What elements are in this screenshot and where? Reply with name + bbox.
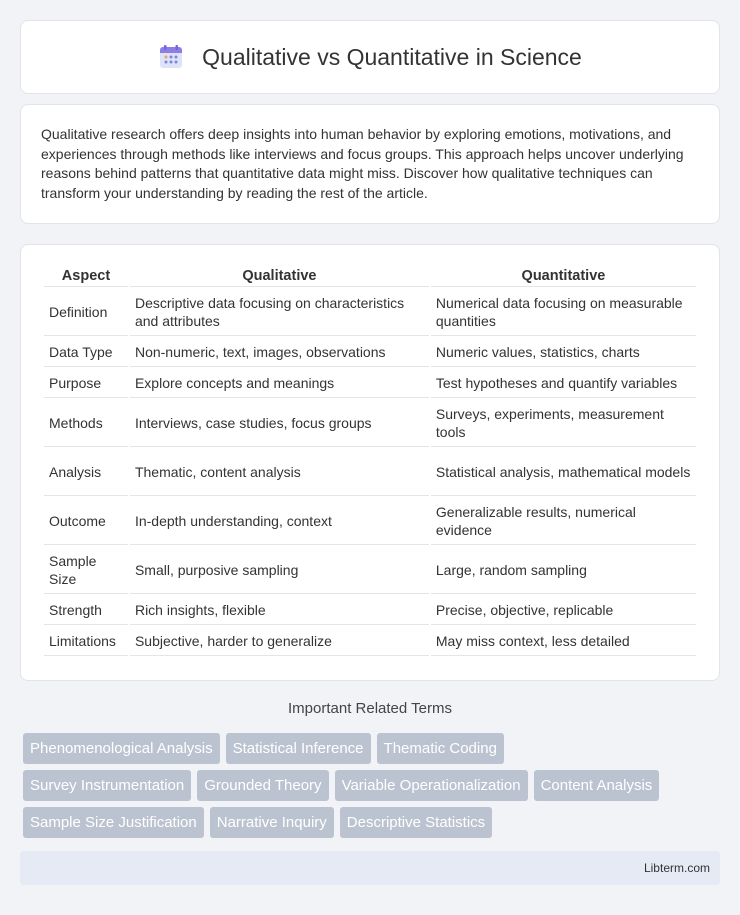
cell-qualitative: Non-numeric, text, images, observations	[130, 338, 429, 367]
comparison-table-card	[20, 244, 720, 681]
related-term-tag[interactable]: Survey Instrumentation	[23, 770, 191, 801]
cell-quantitative: Statistical analysis, mathematical models	[431, 449, 696, 496]
header-qualitative: Qualitative	[130, 265, 429, 287]
related-term-tag[interactable]: Variable Operationalization	[335, 770, 528, 801]
table-row	[44, 400, 696, 447]
cell-aspect: Data Type	[44, 338, 128, 367]
table-row	[44, 596, 696, 625]
header-quantitative: Quantitative	[431, 265, 696, 287]
title-wrap	[158, 44, 582, 71]
intro-card	[20, 104, 720, 224]
cell-aspect: Definition	[44, 289, 128, 336]
intro-paragraph: Qualitative research offers deep insights into human behavior by exploring emotions, motivations, and experiences through methods like interviews and focus groups. This approach helps uncover underlying reasons behind patterns that quantitative data might miss. Discover how qualitative techniques can transform your understanding by reading the rest of the article.	[41, 126, 684, 201]
cell-qualitative: Interviews, case studies, focus groups	[130, 400, 429, 447]
table-row	[44, 289, 696, 336]
cell-aspect: Analysis	[44, 449, 128, 496]
page-title: Qualitative vs Quantitative in Science	[202, 43, 582, 70]
cell-quantitative: Precise, objective, replicable	[431, 596, 696, 625]
related-term-tag[interactable]: Sample Size Justification	[23, 807, 204, 838]
cell-quantitative: Generalizable results, numerical evidence	[431, 498, 696, 545]
cell-qualitative: Descriptive data focusing on characteristics and attributes	[130, 289, 429, 336]
table-row	[44, 338, 696, 367]
table-row	[44, 498, 696, 545]
cell-aspect: Limitations	[44, 627, 128, 656]
cell-quantitative: May miss context, less detailed	[431, 627, 696, 656]
cell-quantitative: Test hypotheses and quantify variables	[431, 369, 696, 398]
table-header-row	[44, 265, 696, 287]
cell-quantitative: Numerical data focusing on measurable quantities	[431, 289, 696, 336]
tag-row	[23, 733, 723, 764]
cell-qualitative: Subjective, harder to generalize	[130, 627, 429, 656]
cell-qualitative: Small, purposive sampling	[130, 547, 429, 594]
tag-row	[23, 807, 723, 838]
table-row	[44, 369, 696, 398]
header-card	[20, 20, 720, 94]
related-term-tag[interactable]: Phenomenological Analysis	[23, 733, 220, 764]
cell-aspect: Methods	[44, 400, 128, 447]
tag-row	[23, 770, 723, 801]
cell-qualitative: Explore concepts and meanings	[130, 369, 429, 398]
footer	[20, 851, 720, 885]
table-row	[44, 547, 696, 594]
footer-site-link[interactable]: Libterm.com	[643, 861, 710, 875]
related-term-tag[interactable]: Narrative Inquiry	[210, 807, 334, 838]
related-term-tag[interactable]: Thematic Coding	[377, 733, 504, 764]
related-term-tag[interactable]: Content Analysis	[534, 770, 660, 801]
cell-quantitative: Surveys, experiments, measurement tools	[431, 400, 696, 447]
related-terms-title: Important Related Terms	[288, 700, 452, 717]
cell-quantitative: Large, random sampling	[431, 547, 696, 594]
cell-qualitative: Rich insights, flexible	[130, 596, 429, 625]
cell-quantitative: Numeric values, statistics, charts	[431, 338, 696, 367]
related-term-tag[interactable]: Grounded Theory	[197, 770, 328, 801]
cell-aspect: Outcome	[44, 498, 128, 545]
table-row	[44, 449, 696, 496]
related-terms-list	[23, 733, 723, 844]
cell-aspect: Sample Size	[44, 547, 128, 594]
cell-aspect: Strength	[44, 596, 128, 625]
related-term-tag[interactable]: Descriptive Statistics	[340, 807, 492, 838]
related-term-tag[interactable]: Statistical Inference	[226, 733, 371, 764]
cell-aspect: Purpose	[44, 369, 128, 398]
table-row	[44, 627, 696, 656]
cell-qualitative: In-depth understanding, context	[130, 498, 429, 545]
calendar-grid-icon	[158, 44, 184, 70]
header-aspect: Aspect	[44, 265, 128, 287]
comparison-table	[42, 263, 698, 658]
cell-qualitative: Thematic, content analysis	[130, 449, 429, 496]
